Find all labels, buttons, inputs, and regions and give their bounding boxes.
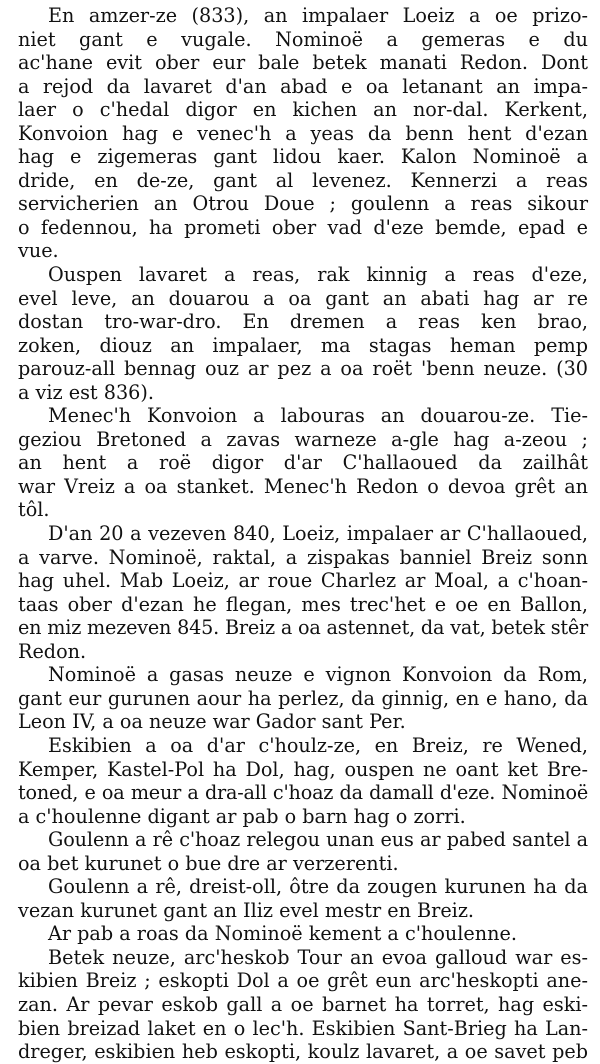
text-line: geziou Bretoned a zavas warneze a-gle hag a-zeou ;: [18, 427, 588, 451]
text-line: Kemper, Kastel-Pol ha Dol, hag, ouspen ne oant ket Bre-: [18, 757, 588, 781]
text-line: Leon IV, a oa neuze war Gador sant Per.: [18, 710, 406, 734]
paragraph: [18, 4, 588, 263]
text-line: oa bet kurunet o bue dre ar verzerenti.: [18, 851, 399, 875]
text-line: vezan kurunet gant an Iliz evel mestr en Breiz.: [18, 898, 475, 922]
text-line: Ouspen lavaret a reas, rak kinnig a reas d'eze,: [48, 263, 588, 287]
text-line: bien breizad laket en o lec'h. Eskibien Sant-Brieg ha Lan-: [18, 1016, 588, 1040]
text-line: an hent a roë digor d'ar C'hallaoued da zailhât: [18, 451, 588, 475]
text-line: Konvoion hag e venec'h a yeas da benn hent d'ezan: [18, 121, 588, 145]
text-line: tôl.: [18, 498, 50, 522]
paragraph: [18, 734, 588, 828]
text-line: laer o c'hedal digor en kichen an nor-dal. Kerkent,: [18, 98, 588, 122]
text-line: dride, en de-ze, gant al levenez. Kennerzi a reas: [18, 168, 588, 192]
text-line: ac'hane evit ober eur bale betek manati Redon. Dont: [18, 51, 588, 75]
text-line: war Vreiz a oa stanket. Menec'h Redon o devoa grêt an: [18, 474, 588, 498]
text-line: kibien Breiz ; eskopti Dol a oe grêt eun arc'heskopti ane-: [18, 969, 588, 993]
paragraph: [18, 263, 588, 404]
paragraph: [18, 828, 588, 875]
text-line: zan. Ar pevar eskob gall a oe barnet ha torret, hag eski-: [18, 992, 588, 1016]
text-line: evel leve, an douarou a oa gant an abati hag ar re: [18, 286, 588, 310]
paragraph: [18, 875, 588, 922]
text-line: Goulenn a rê c'hoaz relegou unan eus ar pabed santel a: [48, 828, 588, 852]
text-line: Eskibien a oa d'ar c'houlz-ze, en Breiz, re Wened,: [48, 733, 588, 757]
text-line: servicherien an Otrou Doue ; goulenn a reas sikour: [18, 192, 588, 216]
document-page: [18, 4, 588, 1064]
text-line: a varve. Nominoë, raktal, a zispakas banniel Breiz sonn: [18, 545, 588, 569]
text-line: En amzer-ze (833), an impalaer Loeiz a oe prizo-: [48, 4, 588, 27]
text-line: niet gant e vugale. Nominoë a gemeras e du: [18, 27, 588, 51]
text-line: D'an 20 a vezeven 840, Loeiz, impalaer ar C'hallaoued,: [48, 522, 588, 546]
text-line: dreger, eskibien heb eskopti, koulz lavaret, a oe savet peb: [18, 1040, 588, 1064]
text-line: hag e zigemeras gant lidou kaer. Kalon Nominoë a: [18, 145, 588, 169]
text-line: toned, e oa meur a dra-all c'hoaz da damall d'eze. Nominoë: [18, 781, 588, 805]
paragraph: [18, 922, 588, 946]
text-line: zoken, diouz an impalaer, ma stagas heman pemp: [18, 333, 588, 357]
text-line: a viz est 836).: [18, 380, 154, 404]
text-line: gant eur gurunen aour ha perlez, da ginnig, en e hano, da: [18, 686, 588, 710]
paragraph: [18, 522, 588, 663]
text-line: a rejod da lavaret d'an abad e oa letanant an impa-: [18, 74, 588, 98]
text-line: vue.: [18, 239, 59, 263]
text-line: Ar pab a roas da Nominoë kement a c'houlenne.: [48, 922, 517, 946]
text-line: Menec'h Konvoion a labouras an douarou-ze. Tie-: [48, 404, 588, 428]
text-line: taas ober d'ezan he flegan, mes trec'het e oe en Ballon,: [18, 592, 588, 616]
paragraph: [18, 404, 588, 522]
text-line: en miz mezeven 845. Breiz a oa astennet, da vat, betek stêr: [18, 616, 588, 640]
paragraph: [18, 946, 588, 1064]
text-line: Betek neuze, arc'heskob Tour an evoa galloud war es-: [48, 945, 588, 969]
text-line: Goulenn a rê, dreist-oll, ôtre da zougen kurunen ha da: [48, 875, 588, 899]
text-line: hag uhel. Mab Loeiz, ar roue Charlez ar Moal, a c'hoan-: [18, 569, 588, 593]
text-line: o fedennou, ha prometi ober vad d'eze bemde, epad e: [18, 215, 588, 239]
paragraph: [18, 663, 588, 734]
text-line: Redon.: [18, 639, 87, 663]
text-line: a c'houlenne digant ar pab o barn hag o zorri.: [18, 804, 466, 828]
text-line: parouz-all bennag ouz ar pez a oa roët 'benn neuze. (30: [18, 357, 588, 381]
text-line: dostan tro-war-dro. En dremen a reas ken brao,: [18, 310, 588, 334]
text-line: Nominoë a gasas neuze e vignon Konvoion da Rom,: [48, 663, 588, 687]
